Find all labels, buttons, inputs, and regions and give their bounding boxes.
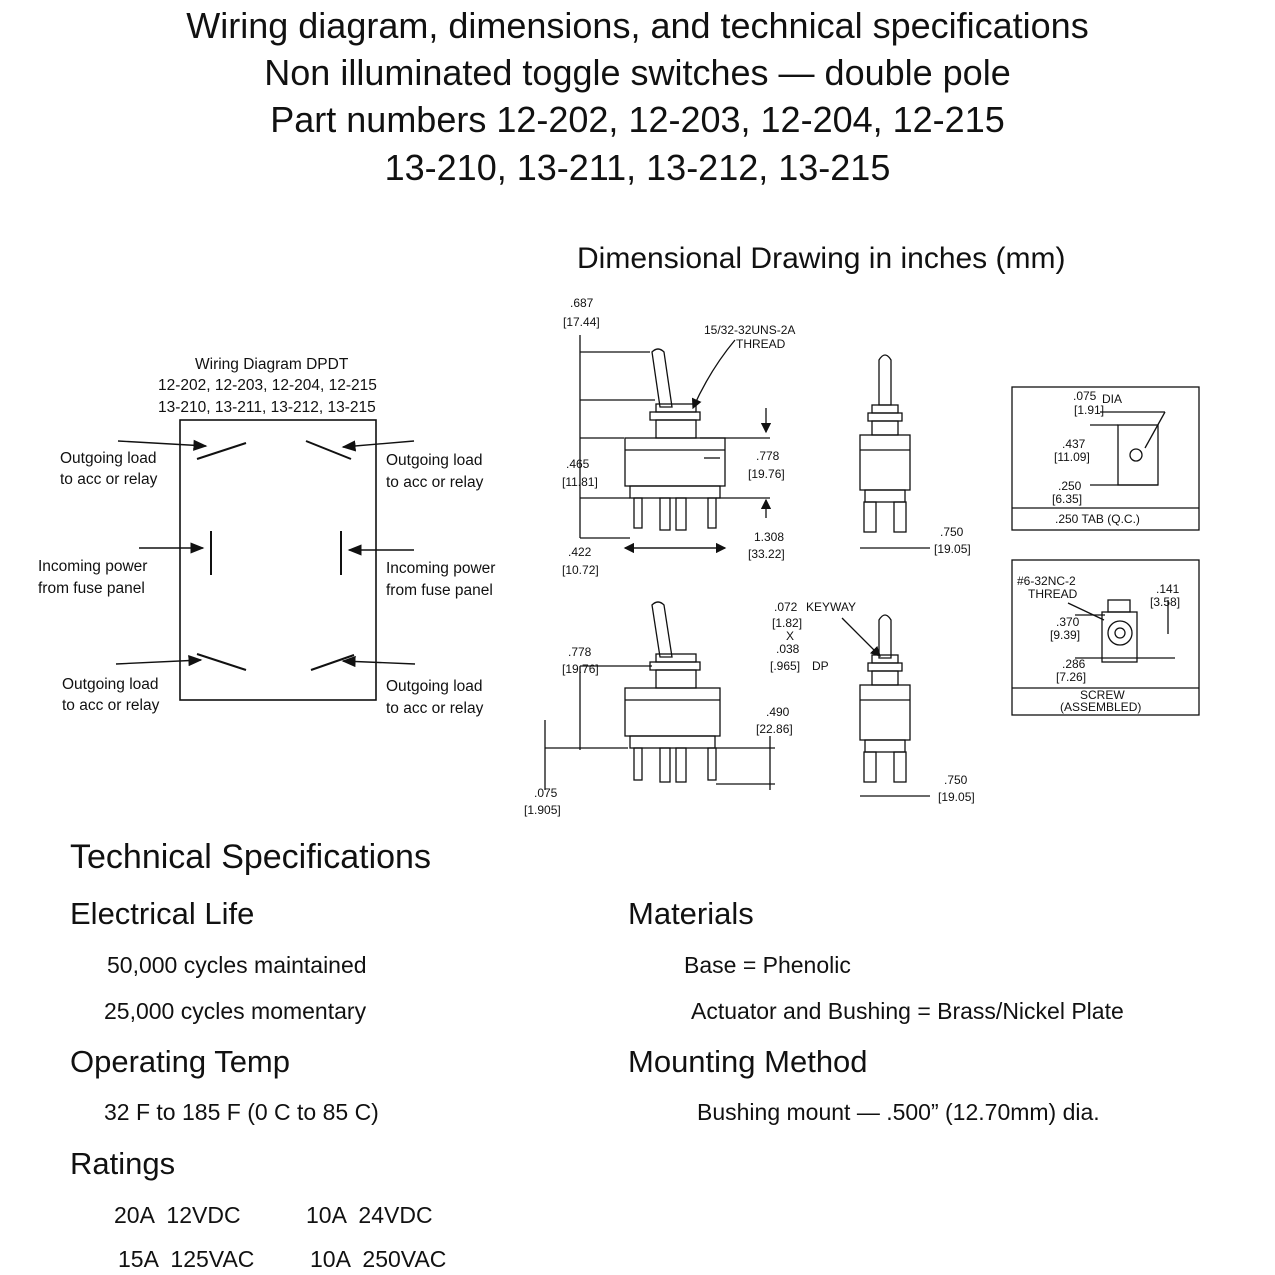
dim-778a: .778 <box>756 449 780 463</box>
dimensional-title: Dimensional Drawing in inches (mm) <box>577 242 1066 275</box>
ratings-heading: Ratings <box>70 1146 176 1181</box>
dim-keyway: KEYWAY <box>806 600 857 614</box>
wiring-label-mid-left-1: Incoming power <box>38 558 148 575</box>
wiring-label-mid-right-1: Incoming power <box>386 560 496 577</box>
dim-075-mm: [1.905] <box>524 803 561 817</box>
materials-heading: Materials <box>628 896 754 931</box>
dim-dp: DP <box>812 659 829 673</box>
dim-750b: .750 <box>944 773 968 787</box>
dim-141-mm: [3.58] <box>1150 595 1181 609</box>
wiring-parts-2: 13-210, 13-211, 13-212, 13-215 <box>158 399 376 416</box>
dim-075: .075 <box>534 786 558 800</box>
rating-1: 20A 12VDC <box>114 1202 241 1228</box>
dim-141: .141 <box>1156 582 1180 596</box>
dim-437: .437 <box>1062 437 1086 451</box>
electrical-life-item-1: 50,000 cycles maintained <box>107 952 367 978</box>
dim-286-mm: [7.26] <box>1056 670 1087 684</box>
wiring-label-bot-left-1: Outgoing load <box>62 676 159 693</box>
dim-778a-mm: [19.76] <box>748 467 785 481</box>
dim-422: .422 <box>568 545 592 559</box>
dim-072: .072 <box>774 600 798 614</box>
dim-778b-mm: [19.76] <box>562 662 599 676</box>
materials-item-2: Actuator and Bushing = Brass/Nickel Plate <box>691 998 1124 1024</box>
wiring-label-mid-left-2: from fuse panel <box>38 580 145 597</box>
mounting-heading: Mounting Method <box>628 1044 868 1079</box>
dim-1308: 1.308 <box>754 530 785 544</box>
dim-750a-mm: [19.05] <box>934 542 971 556</box>
dim-687: .687 <box>570 296 594 310</box>
wiring-label-bot-right-1: Outgoing load <box>386 678 483 695</box>
dim-250: .250 <box>1058 479 1082 493</box>
dim-screw-1: SCREW <box>1080 688 1125 702</box>
mounting-value: Bushing mount — .500” (12.70mm) dia. <box>697 1099 1100 1125</box>
dim-490-mm: [22.86] <box>756 722 793 736</box>
dim-075-dia-mm: [1.91] <box>1074 403 1105 417</box>
wiring-label-top-left-1: Outgoing load <box>60 450 157 467</box>
dim-thread-1: 15/32-32UNS-2A <box>704 323 796 337</box>
dim-075-dia: .075 <box>1073 389 1097 403</box>
dim-437-mm: [11.09] <box>1054 450 1090 464</box>
dim-dia: DIA <box>1102 392 1123 406</box>
rating-4: 10A 250VAC <box>310 1246 447 1272</box>
dim-370: .370 <box>1056 615 1080 629</box>
dim-687-mm: [17.44] <box>563 315 600 329</box>
dim-screw-thread-2: THREAD <box>1028 587 1078 601</box>
dim-750b-mm: [19.05] <box>938 790 975 804</box>
wiring-label-top-right-2: to acc or relay <box>386 474 484 491</box>
wiring-parts-1: 12-202, 12-203, 12-204, 12-215 <box>158 377 377 394</box>
dim-490: .490 <box>766 705 790 719</box>
dim-038-mm: [.965] <box>770 659 801 673</box>
operating-temp-heading: Operating Temp <box>70 1044 290 1079</box>
electrical-life-heading: Electrical Life <box>70 896 255 931</box>
rating-3: 15A 125VAC <box>118 1246 255 1272</box>
dim-778b: .778 <box>568 645 592 659</box>
dim-250-mm: [6.35] <box>1052 492 1083 506</box>
dim-422-mm: [10.72] <box>562 563 599 577</box>
dim-1308-mm: [33.22] <box>748 547 785 561</box>
dim-x: X <box>786 629 795 643</box>
wiring-label-top-left-2: to acc or relay <box>60 471 158 488</box>
wiring-label-bot-left-2: to acc or relay <box>62 697 160 714</box>
dim-tab: .250 TAB (Q.C.) <box>1055 512 1140 526</box>
specs-title: Technical Specifications <box>70 838 431 876</box>
dim-038: .038 <box>776 642 800 656</box>
wiring-label-mid-right-2: from fuse panel <box>386 582 493 599</box>
wiring-label-top-right-1: Outgoing load <box>386 452 483 469</box>
dim-screw-2: (ASSEMBLED) <box>1060 700 1142 714</box>
operating-temp-value: 32 F to 185 F (0 C to 85 C) <box>104 1099 379 1125</box>
dim-072-mm: [1.82] <box>772 616 803 630</box>
dim-thread-2: THREAD <box>736 337 786 351</box>
electrical-life-item-2: 25,000 cycles momentary <box>104 998 367 1024</box>
dim-750a: .750 <box>940 525 964 539</box>
title-line-2: Non illuminated toggle switches — double pole <box>264 52 1011 93</box>
title-line-4: 13-210, 13-211, 13-212, 13-215 <box>384 147 891 188</box>
title-line-1: Wiring diagram, dimensions, and technical specifications <box>186 5 1089 46</box>
dim-screw-thread-1: #6-32NC-2 <box>1017 574 1076 588</box>
dim-465: .465 <box>566 457 590 471</box>
rating-2: 10A 24VDC <box>306 1202 433 1228</box>
materials-item-1: Base = Phenolic <box>684 952 851 978</box>
dim-286: .286 <box>1062 657 1086 671</box>
dim-465-mm: [11.81] <box>562 475 598 489</box>
dim-370-mm: [9.39] <box>1050 628 1081 642</box>
wiring-title: Wiring Diagram DPDT <box>195 356 349 373</box>
title-line-3: Part numbers 12-202, 12-203, 12-204, 12-215 <box>270 99 1005 140</box>
wiring-label-bot-right-2: to acc or relay <box>386 700 484 717</box>
